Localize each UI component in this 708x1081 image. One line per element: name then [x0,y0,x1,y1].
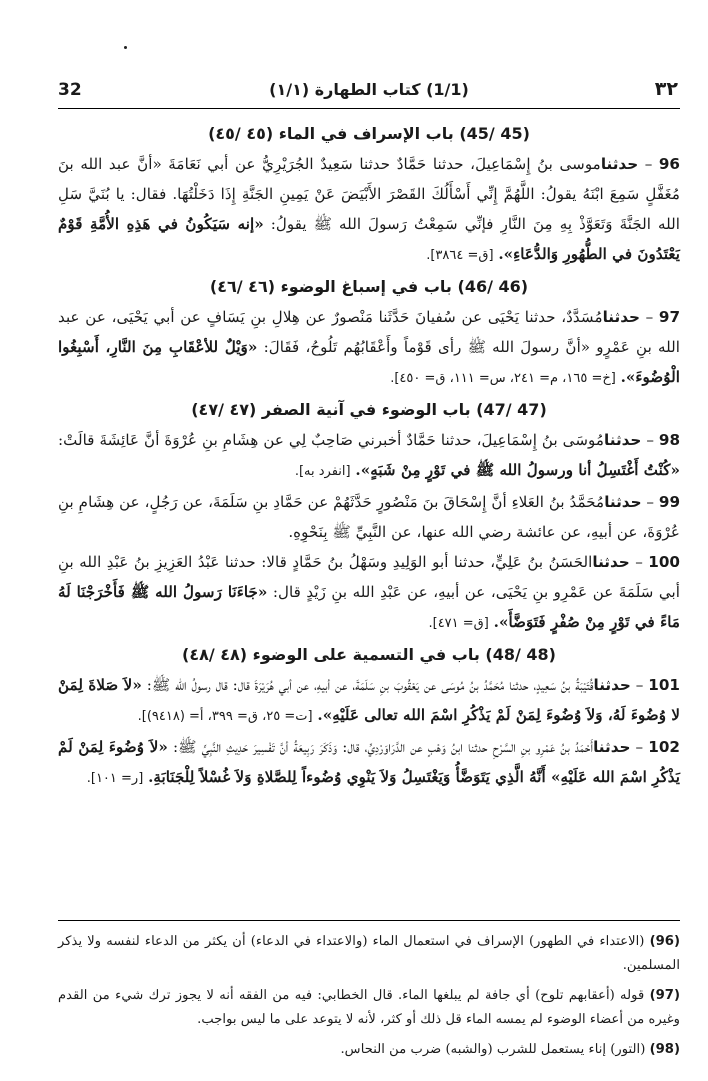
running-title: (1/1) كتاب الطهارة (١/١) [269,80,469,99]
hadith-matn: «كُنْتُ أَغْتَسِلُ أنا ورسولُ الله ﷺ في تَوْرٍ مِنْ شَبَهٍ». [355,461,680,479]
hadith-number: 100 [648,553,680,571]
footnote-text: قوله (أعقابهم تلوح) أي جافة لم يبلغها الماء. قال الخطابي: فيه من الفقه أنه لا يجوز ترك شيء من القدم وغيره من أعضاء الوضوء لم يمسه الماء قل ذلك أو كثر، لأنه لا يتوعد على ما ليس بواجب. [58,988,680,1027]
footnote [58,930,680,978]
hadith-reference: [ت= ٢٥، ق= ٣٩٩، أ= (٩٤١٨)]. [137,709,313,724]
chapter-heading: (48 /48) باب في التسمية على الوضوء (٤٨ /٤٨) [182,645,556,664]
page-header [58,78,680,108]
hadith-lead: حدثنا [602,308,640,326]
footnote-number: (97) [649,988,680,1003]
hadith-reference: [ق= ٣٨٦٤]. [426,248,494,263]
hadith-lead: حدثنا [592,553,630,571]
header-rule [58,108,680,109]
hadith-reference: [خ= ١٦٥، م= ٢٤١، س= ١١١، ق= ٤٥٠]. [390,371,616,386]
hadith-lead: حدثنا [600,155,639,173]
chapter-heading: (45 /45) باب الإسراف في الماء (٤٥ /٤٥) [208,124,530,143]
hadith-paragraph: 102 – حدثناأَحْمَدُ بنُ عَمْرِو بنِ السَّرْحِ حدثنا ابنُ وَهْبٍ عن الدَّرَاوَرْدِيِّ، قال: وَذَكَرَ رَبِيعَةُ أنَّ تَفْسِيرَ حَدِيثِ النَّبِيِّ ﷺ: «لاَ وُضُوءَ لِمَنْ لَمْ يَذْكُرِ اسْمَ الله عَلَيْهِ» أَنَّهُ الَّذِي يَتَوَضَّأُ وَيَغْتَسِلُ وَلاَ يَنْوِي وُضُوءاً لِلصَّلاةِ وَلاَ غُسْلاً لِلْجَنَابَةِ. [ر= ١٠١]. [58,738,680,786]
page-number-latin: 32 [58,80,82,100]
hadith-reference: [ر= ١٠١]. [86,771,144,786]
main-text [58,118,680,794]
print-speck [124,46,127,49]
footnote-rule [58,920,680,921]
hadith-paragraph: 100 – حدثناالحَسَنُ بنُ عَلِيٍّ، حدثنا أبو الوَلِيدِ وسَهْلُ بنُ حَمَّادٍ قالا: حدثنا عَبْدُ العَزِيزِ بنُ عَبْدِ الله بنِ أبي سَلَمَةَ عن عَمْرِو بنِ يَحْيَى، عن أبيهِ، عن عَبْدِ الله بنِ زَيْدٍ قال: «جَاءَنَا رَسولُ الله ﷺ فَأَخْرَجْنَا لَهُ مَاءً في تَوْرٍ مِنْ صُفْرٍ فَتَوَضَّأَ». [ق= ٤٧١]. [58,553,681,631]
hadith-lead: حدثنا [593,738,631,756]
footnote-text: (التور) إناء يستعمل للشرب (والشبه) ضرب من النحاس. [340,1042,646,1057]
footnote-number: (96) [649,934,680,949]
chapter-heading: (47 /47) باب الوضوء في آنية الصفر (٤٧ /٤٧) [191,400,547,419]
hadith-lead: حدثنا [604,493,642,511]
hadith-matn: «وَيْلٌ للأعْقَابِ مِنَ النَّارِ، أَسْبِغُوا الْوُضُوءَ». [58,338,680,386]
footnote-number: (98) [649,1042,680,1057]
hadith-isnad: مُحَمَّدُ بنُ العَلاءِ أنَّ إِسْحَاقَ بنَ مَنْصُورٍ حَدَّثَهُمْ عن حَمَّادِ بنِ سَلَمَةَ، عن رَجُلٍ، عن هِشَامِ بنِ عُرْوَةَ، عن أبيهِ، عن عائشة رضي الله عنها، عن النَّبِيِّ ﷺ بِنَحْوِهِ. [58,493,680,541]
hadith-isnad: مُوسَى بنُ إِسْمَاعِيلَ، حدثنا حَمَّادٌ أخبرني صَاحِبٌ لِي عن هِشَامِ بنِ عُرْوَةَ أنَّ عَائِشَةَ قالَتْ: [58,431,605,449]
hadith-isnad: موسى بنُ إِسْمَاعِيلَ، حدثنا حَمَّادٌ حدثنا سَعِيدٌ الجُرَيْرِيُّ عن أبي نَعَامَةَ «أنَّ عبد الله بنَ مُغَفَّلٍ سَمِعَ ابْنَهُ يقولُ: اللَّهُمَّ إِنِّي أَسْأَلُكَ القَصْرَ الأَبْيَضَ عَنْ يَمِينِ الجَنَّةِ إِذَا دَخَلْتُهَا. فقال: يا بُنَيَّ سَلِ الله الجَنَّةَ وَتَعَوَّذْ بِهِ مِنَ النَّارِ فإنِّي سَمِعْتُ رَسولَ الله ﷺ يقولُ: [58,155,681,233]
page-number-arabic: ٣٢ [654,78,678,100]
hadith-lead: حدثنا [604,431,642,449]
hadith-paragraph: 101 – حدثناقُتَيْبَةُ بنُ سَعِيدٍ، حدثنا مُحَمَّدُ بنُ مُوسَى عن يَعْقُوبَ بنِ سَلَمَةَ، عن أبيهِ، عن أبي هُرَيْرَةَ قال: قال رسولُ الله ﷺ: «لاَ صَلاةَ لِمَنْ لا وُضُوءَ لَهُ، وَلاَ وُضُوءَ لِمَنْ لَمْ يَذْكُرِ اسْمَ الله تعالى عَلَيْهِ». [ت= ٢٥، ق= ٣٩٩، أ= (٩٤١٨)]. [58,676,680,724]
hadith-paragraph: 99 – حدثنامُحَمَّدُ بنُ العَلاءِ أنَّ إِسْحَاقَ بنَ مَنْصُورٍ حَدَّثَهُمْ عن حَمَّادِ بنِ سَلَمَةَ، عن رَجُلٍ، عن هِشَامِ بنِ عُرْوَةَ، عن أبيهِ، عن عائشة رضي الله عنها، عن النَّبِيِّ ﷺ بِنَحْوِهِ. [58,493,681,541]
footnote-text: (الاعتداء في الطهور) الإسراف في استعمال الماء (والاعتداء في الدعاء) أن يكثر من الدعاء لنفسه ولا يذكر المسلمين. [58,934,680,973]
hadith-number: 99 [658,493,681,511]
hadith-number: 102 [648,738,680,756]
hadith-number: 101 [648,676,680,694]
hadith-number: 97 [658,308,681,326]
hadith-matn: «إنه سَيَكُونُ في هَذِهِ الأُمَّةِ قَوْمٌ يَعْتَدُونَ في الطُّهُورِ وَالدُّعَاءِ». [58,215,680,263]
hadith-paragraph: 97 – حدثنامُسَدَّدٌ، حدثنا يَحْيَى عن سُفيانَ حَدَّثَنا مَنْصورٌ عن هِلالِ بنِ يَسَافٍ عن أبي يَحْيَى، عن عبد الله بنِ عَمْرٍو «أنَّ رسولَ الله ﷺ رأى قَوْماً وأَعْقَابُهُم تَلُوحُ، فَقَالَ: «وَيْلٌ للأعْقَابِ مِنَ النَّارِ، أَسْبِغُوا الْوُضُوءَ». [خ= ١٦٥، م= ٢٤١، س= ١١١، ق= ٤٥٠]. [58,308,681,386]
hadith-reference: [ق= ٤٧١]. [428,616,489,631]
hadith-matn: «لاَ وُضُوءَ لِمَنْ لَمْ يَذْكُرِ اسْمَ الله عَلَيْهِ» أَنَّهُ الَّذِي يَتَوَضَّأُ وَيَغْتَسِلُ وَلاَ يَنْوِي وُضُوءاً لِلصَّلاةِ وَلاَ غُسْلاً لِلْجَنَابَةِ. [58,738,680,786]
hadith-isnad: قُتَيْبَةُ بنُ سَعِيدٍ، حدثنا مُحَمَّدُ بنُ مُوسَى عن يَعْقُوبَ بنِ سَلَمَةَ، عن أبيهِ، عن أبي هُرَيْرَةَ قال: قال رسولُ الله ﷺ: [146,676,594,694]
hadith-isnad: الحَسَنُ بنُ عَلِيٍّ، حدثنا أبو الوَلِيدِ وسَهْلُ بنُ حَمَّادٍ قالا: حدثنا عَبْدُ العَزِيزِ بنُ عَبْدِ الله بنِ أبي سَلَمَةَ عن عَمْرِو بنِ يَحْيَى، عن أبيهِ، عن عَبْدِ الله بنِ زَيْدٍ قال: [58,553,681,601]
chapter-heading: (46 /46) باب في إسباغ الوضوء (٤٦ /٤٦) [209,277,529,296]
footnotes [58,930,680,1068]
footnote [58,984,680,1032]
hadith-isnad: مُسَدَّدٌ، حدثنا يَحْيَى عن سُفيانَ حَدَّثَنا مَنْصورٌ عن هِلالِ بنِ يَسَافٍ عن أبي يَحْيَى، عن عبد الله بنِ عَمْرٍو «أنَّ رسولَ الله ﷺ رأى قَوْماً وأَعْقَابُهُم تَلُوحُ، فَقَالَ: [58,308,680,356]
hadith-reference: [انفرد به]. [294,464,351,479]
hadith-paragraph: 98 – حدثنامُوسَى بنُ إِسْمَاعِيلَ، حدثنا حَمَّادٌ أخبرني صَاحِبٌ لِي عن هِشَامِ بنِ عُرْوَةَ أنَّ عَائِشَةَ قالَتْ: «كُنْتُ أَغْتَسِلُ أنا ورسولُ الله ﷺ في تَوْرٍ مِنْ شَبَهٍ». [انفرد به]. [58,431,681,479]
hadith-number: 96 [658,155,680,173]
hadith-lead: حدثنا [593,676,631,694]
footnote [58,1038,680,1062]
hadith-isnad: أَحْمَدُ بنُ عَمْرِو بنِ السَّرْحِ حدثنا ابنُ وَهْبٍ عن الدَّرَاوَرْدِيِّ، قال: وَذَكَرَ رَبِيعَةُ أنَّ تَفْسِيرَ حَدِيثِ النَّبِيِّ ﷺ: [173,738,594,756]
hadith-paragraph: 96 – حدثناموسى بنُ إِسْمَاعِيلَ، حدثنا حَمَّادٌ حدثنا سَعِيدٌ الجُرَيْرِيُّ عن أبي نَعَامَةَ «أنَّ عبد الله بنَ مُغَفَّلٍ سَمِعَ ابْنَهُ يقولُ: اللَّهُمَّ إِنِّي أَسْأَلُكَ القَصْرَ الأَبْيَضَ عَنْ يَمِينِ الجَنَّةِ إِذَا دَخَلْتُهَا. فقال: يا بُنَيَّ سَلِ الله الجَنَّةَ وَتَعَوَّذْ بِهِ مِنَ النَّارِ فإنِّي سَمِعْتُ رَسولَ الله ﷺ يقولُ: «إنه سَيَكُونُ في هَذِهِ الأُمَّةِ قَوْمٌ يَعْتَدُونَ في الطُّهُورِ وَالدُّعَاءِ». [ق= ٣٨٦٤]. [58,155,681,263]
hadith-matn: «جَاءَنَا رَسولُ الله ﷺ فَأَخْرَجْنَا لَهُ مَاءً في تَوْرٍ مِنْ صُفْرٍ فَتَوَضَّأَ». [58,583,680,631]
hadith-number: 98 [658,431,681,449]
hadith-matn: «لاَ صَلاةَ لِمَنْ لا وُضُوءَ لَهُ، وَلاَ وُضُوءَ لِمَنْ لَمْ يَذْكُرِ اسْمَ الله تعالى عَلَيْهِ». [58,676,680,724]
